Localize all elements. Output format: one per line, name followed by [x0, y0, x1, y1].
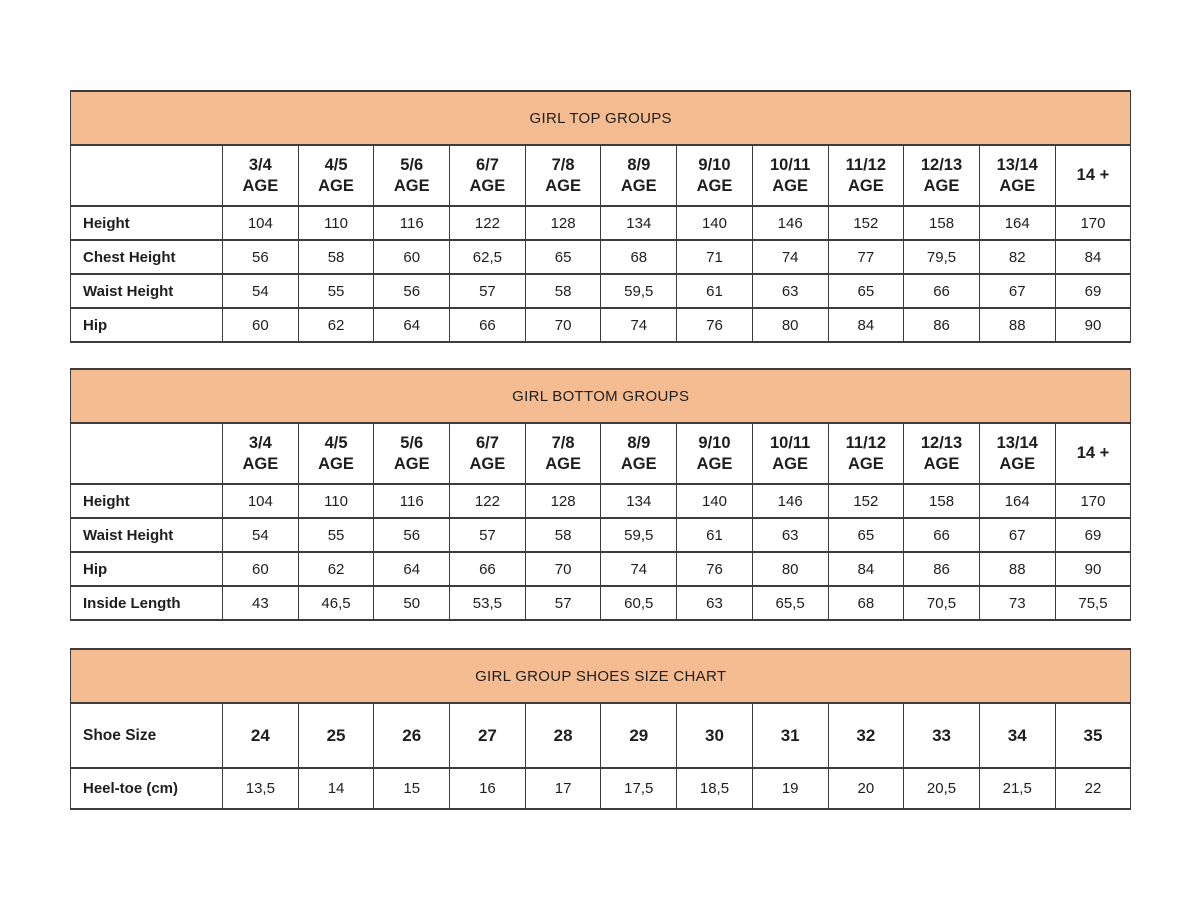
value-cell: 164 — [979, 206, 1055, 240]
age-suffix-text: AGE — [847, 176, 884, 195]
value-cell: 59,5 — [601, 274, 677, 308]
value-cell: 27 — [450, 703, 526, 768]
table-body — [71, 703, 1131, 809]
value-cell: 66 — [450, 552, 526, 586]
age-range-text: 9/10 — [698, 433, 731, 452]
value-cell: 146 — [752, 206, 828, 240]
value-cell: 158 — [904, 484, 980, 518]
age-range-text: 7/8 — [551, 155, 575, 174]
age-suffix-text: AGE — [772, 176, 809, 195]
value-cell: 46,5 — [298, 586, 374, 620]
value-cell: 15 — [374, 768, 450, 809]
age-range-text: 12/13 — [920, 433, 963, 452]
value-cell: 82 — [979, 240, 1055, 274]
value-cell: 14 — [298, 768, 374, 809]
age-suffix-text: AGE — [696, 176, 733, 195]
value-cell: 56 — [374, 518, 450, 552]
age-column-header — [752, 423, 828, 484]
table-title: GIRL TOP GROUPS — [71, 91, 1131, 145]
age-suffix-text: AGE — [469, 454, 506, 473]
value-cell: 24 — [223, 703, 299, 768]
value-cell: 63 — [677, 586, 753, 620]
age-range-text: 5/6 — [400, 433, 424, 452]
value-cell: 104 — [223, 206, 299, 240]
value-cell: 58 — [298, 240, 374, 274]
age-column-header — [374, 145, 450, 206]
value-cell: 57 — [525, 586, 601, 620]
value-cell: 54 — [223, 274, 299, 308]
value-cell: 60,5 — [601, 586, 677, 620]
value-cell: 60 — [223, 552, 299, 586]
value-cell: 77 — [828, 240, 904, 274]
age-suffix-text: AGE — [469, 176, 506, 195]
age-range-text: 11/12 — [845, 433, 887, 452]
value-cell: 35 — [1055, 703, 1131, 768]
value-cell: 74 — [752, 240, 828, 274]
row-label: Shoe Size — [71, 703, 223, 768]
value-cell: 28 — [525, 703, 601, 768]
row-label: Height — [71, 206, 223, 240]
value-cell: 19 — [752, 768, 828, 809]
table-body — [71, 145, 1131, 342]
value-cell: 66 — [904, 518, 980, 552]
table-row — [71, 206, 1131, 240]
age-range-text: 4/5 — [324, 433, 348, 452]
value-cell: 32 — [828, 703, 904, 768]
age-range-text: 9/10 — [698, 155, 731, 174]
value-cell: 62 — [298, 308, 374, 342]
age-suffix-text: AGE — [318, 176, 354, 195]
value-cell: 31 — [752, 703, 828, 768]
value-cell: 69 — [1055, 274, 1131, 308]
value-cell: 88 — [979, 552, 1055, 586]
value-cell: 79,5 — [904, 240, 980, 274]
age-range-text: 3/4 — [248, 155, 272, 174]
value-cell: 34 — [979, 703, 1055, 768]
value-cell: 29 — [601, 703, 677, 768]
age-column-header — [828, 145, 904, 206]
age-range-text: 3/4 — [248, 433, 272, 452]
value-cell: 75,5 — [1055, 586, 1131, 620]
table-row — [71, 240, 1131, 274]
age-range-text: 8/9 — [627, 155, 651, 174]
girl-group-shoes-table — [70, 648, 1131, 810]
value-cell: 170 — [1055, 484, 1131, 518]
row-label: Hip — [71, 308, 223, 342]
age-suffix-text: AGE — [545, 454, 581, 473]
value-cell: 56 — [223, 240, 299, 274]
age-column-header — [525, 423, 601, 484]
value-cell: 25 — [298, 703, 374, 768]
value-cell: 76 — [677, 308, 753, 342]
age-range-text: 5/6 — [400, 155, 424, 174]
table-row — [71, 274, 1131, 308]
value-cell: 30 — [677, 703, 753, 768]
value-cell: 70 — [525, 552, 601, 586]
value-cell: 13,5 — [223, 768, 299, 809]
value-cell: 134 — [601, 206, 677, 240]
age-suffix-text: AGE — [393, 176, 430, 195]
value-cell: 80 — [752, 552, 828, 586]
table-row — [71, 586, 1131, 620]
value-cell: 20,5 — [904, 768, 980, 809]
age-range-text: 8/9 — [627, 433, 651, 452]
age-column-header — [450, 145, 526, 206]
age-column-header — [904, 423, 980, 484]
value-cell: 70 — [525, 308, 601, 342]
age-range-text: 13/14 — [996, 433, 1038, 452]
value-cell: 152 — [828, 206, 904, 240]
value-cell: 84 — [1055, 240, 1131, 274]
age-suffix-text: AGE — [923, 176, 960, 195]
age-column-header — [752, 145, 828, 206]
value-cell: 33 — [904, 703, 980, 768]
value-cell: 53,5 — [450, 586, 526, 620]
age-suffix-text: AGE — [923, 454, 960, 473]
value-cell: 88 — [979, 308, 1055, 342]
value-cell: 61 — [677, 518, 753, 552]
value-cell: 65,5 — [752, 586, 828, 620]
age-header-row — [71, 423, 1131, 484]
table-row — [71, 308, 1131, 342]
value-cell: 67 — [979, 518, 1055, 552]
value-cell: 140 — [677, 206, 753, 240]
value-cell: 116 — [374, 206, 450, 240]
age-range-text: 14 + — [1076, 444, 1110, 463]
table-row — [71, 518, 1131, 552]
age-column-header — [223, 423, 299, 484]
value-cell: 71 — [677, 240, 753, 274]
age-column-header — [601, 145, 677, 206]
value-cell: 57 — [450, 518, 526, 552]
value-cell: 64 — [374, 308, 450, 342]
age-range-text: 6/7 — [475, 155, 499, 174]
age-suffix-text: AGE — [393, 454, 430, 473]
age-suffix-text: AGE — [620, 454, 657, 473]
value-cell: 20 — [828, 768, 904, 809]
value-cell: 54 — [223, 518, 299, 552]
table-title: GIRL BOTTOM GROUPS — [71, 369, 1131, 423]
age-suffix-text: AGE — [545, 176, 581, 195]
value-cell: 68 — [828, 586, 904, 620]
value-cell: 63 — [752, 518, 828, 552]
age-column-header — [677, 423, 753, 484]
age-range-text: 13/14 — [996, 155, 1038, 174]
value-cell: 146 — [752, 484, 828, 518]
value-cell: 58 — [525, 274, 601, 308]
age-column-header — [904, 145, 980, 206]
age-column-header — [1055, 423, 1131, 484]
age-column-header — [298, 423, 374, 484]
title-band-row — [71, 649, 1131, 703]
age-range-text: 6/7 — [475, 433, 499, 452]
row-label: Hip — [71, 552, 223, 586]
value-cell: 62 — [298, 552, 374, 586]
age-range-text: 10/11 — [769, 433, 811, 452]
value-cell: 164 — [979, 484, 1055, 518]
value-cell: 63 — [752, 274, 828, 308]
value-cell: 21,5 — [979, 768, 1055, 809]
value-cell: 73 — [979, 586, 1055, 620]
value-cell: 74 — [601, 552, 677, 586]
value-cell: 17 — [525, 768, 601, 809]
title-band-row — [71, 91, 1131, 145]
age-column-header — [601, 423, 677, 484]
age-column-header — [979, 423, 1055, 484]
age-suffix-text: AGE — [620, 176, 657, 195]
value-cell: 74 — [601, 308, 677, 342]
row-label: Inside Length — [71, 586, 223, 620]
age-range-text: 4/5 — [324, 155, 348, 174]
table-row — [71, 703, 1131, 768]
row-label: Height — [71, 484, 223, 518]
age-suffix-text: AGE — [696, 454, 733, 473]
value-cell: 128 — [525, 206, 601, 240]
value-cell: 66 — [904, 274, 980, 308]
age-range-text: 7/8 — [551, 433, 575, 452]
age-range-text: 10/11 — [769, 155, 811, 174]
value-cell: 158 — [904, 206, 980, 240]
age-column-header — [828, 423, 904, 484]
age-suffix-text: AGE — [999, 176, 1036, 195]
table-row — [71, 484, 1131, 518]
value-cell: 68 — [601, 240, 677, 274]
value-cell: 22 — [1055, 768, 1131, 809]
value-cell: 55 — [298, 274, 374, 308]
age-range-text: 14 + — [1076, 166, 1110, 185]
value-cell: 65 — [525, 240, 601, 274]
table-row — [71, 768, 1131, 809]
value-cell: 70,5 — [904, 586, 980, 620]
value-cell: 64 — [374, 552, 450, 586]
age-column-header — [450, 423, 526, 484]
value-cell: 62,5 — [450, 240, 526, 274]
value-cell: 43 — [223, 586, 299, 620]
value-cell: 58 — [525, 518, 601, 552]
value-cell: 18,5 — [677, 768, 753, 809]
value-cell: 90 — [1055, 308, 1131, 342]
value-cell: 84 — [828, 308, 904, 342]
value-cell: 17,5 — [601, 768, 677, 809]
row-label: Waist Height — [71, 518, 223, 552]
value-cell: 66 — [450, 308, 526, 342]
age-suffix-text: AGE — [242, 176, 279, 195]
value-cell: 57 — [450, 274, 526, 308]
age-suffix-text: AGE — [242, 454, 279, 473]
value-cell: 152 — [828, 484, 904, 518]
girl-top-groups-table — [70, 90, 1131, 343]
value-cell: 65 — [828, 274, 904, 308]
age-column-header — [298, 145, 374, 206]
age-suffix-text: AGE — [999, 454, 1036, 473]
value-cell: 76 — [677, 552, 753, 586]
value-cell: 84 — [828, 552, 904, 586]
value-cell: 55 — [298, 518, 374, 552]
value-cell: 56 — [374, 274, 450, 308]
value-cell: 104 — [223, 484, 299, 518]
value-cell: 122 — [450, 206, 526, 240]
value-cell: 170 — [1055, 206, 1131, 240]
value-cell: 110 — [298, 484, 374, 518]
value-cell: 90 — [1055, 552, 1131, 586]
age-suffix-text: AGE — [847, 454, 884, 473]
age-suffix-text: AGE — [772, 454, 809, 473]
table-body — [71, 423, 1131, 620]
value-cell: 86 — [904, 552, 980, 586]
value-cell: 140 — [677, 484, 753, 518]
value-cell: 80 — [752, 308, 828, 342]
row-label: Chest Height — [71, 240, 223, 274]
value-cell: 26 — [374, 703, 450, 768]
title-band-row — [71, 369, 1131, 423]
empty-corner-cell — [71, 145, 223, 206]
row-label: Waist Height — [71, 274, 223, 308]
age-range-text: 11/12 — [845, 155, 887, 174]
value-cell: 86 — [904, 308, 980, 342]
empty-corner-cell — [71, 423, 223, 484]
age-column-header — [1055, 145, 1131, 206]
value-cell: 65 — [828, 518, 904, 552]
age-range-text: 12/13 — [920, 155, 963, 174]
value-cell: 128 — [525, 484, 601, 518]
age-column-header — [525, 145, 601, 206]
value-cell: 16 — [450, 768, 526, 809]
value-cell: 60 — [223, 308, 299, 342]
value-cell: 122 — [450, 484, 526, 518]
age-column-header — [677, 145, 753, 206]
row-label: Heel-toe (cm) — [71, 768, 223, 809]
value-cell: 116 — [374, 484, 450, 518]
value-cell: 50 — [374, 586, 450, 620]
table-row — [71, 552, 1131, 586]
value-cell: 60 — [374, 240, 450, 274]
girl-bottom-groups-table — [70, 368, 1131, 621]
value-cell: 61 — [677, 274, 753, 308]
age-header-row — [71, 145, 1131, 206]
table-title: GIRL GROUP SHOES SIZE CHART — [71, 649, 1131, 703]
value-cell: 59,5 — [601, 518, 677, 552]
age-column-header — [979, 145, 1055, 206]
age-column-header — [223, 145, 299, 206]
age-suffix-text: AGE — [318, 454, 354, 473]
age-column-header — [374, 423, 450, 484]
value-cell: 134 — [601, 484, 677, 518]
value-cell: 69 — [1055, 518, 1131, 552]
value-cell: 110 — [298, 206, 374, 240]
value-cell: 67 — [979, 274, 1055, 308]
